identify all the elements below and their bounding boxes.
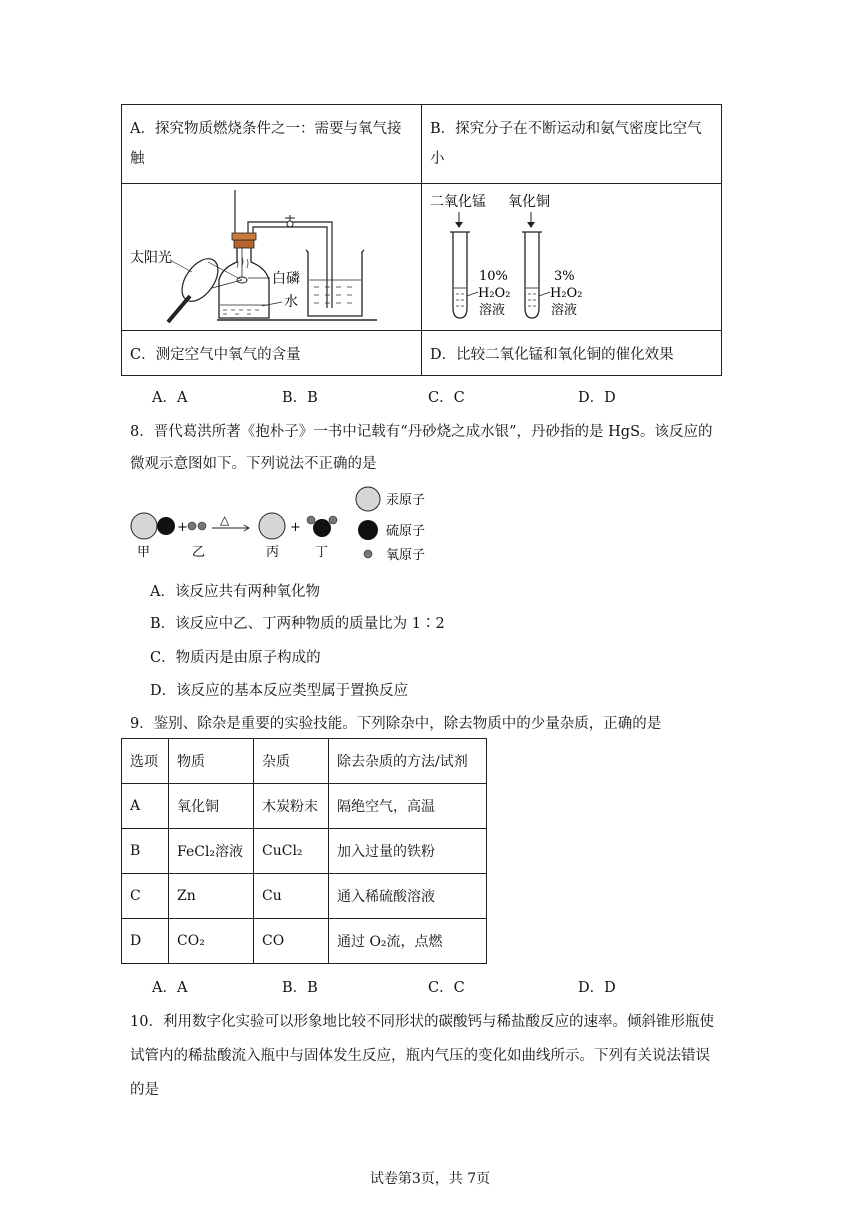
oxygen-content-apparatus-figure xyxy=(122,184,421,330)
label-ding: 丁 xyxy=(315,545,329,560)
plus-2: + xyxy=(290,520,301,535)
q9-option-a: A．A xyxy=(152,980,188,996)
q8-option-c: C．物质丙是由原子构成的 xyxy=(150,650,321,666)
q9-stem: 9．鉴别、除杂是重要的实验技能。下列除杂中，除去物质中的少量杂质，正确的是 xyxy=(130,716,662,732)
q7-option-a: A．A xyxy=(152,390,188,406)
option-a-text: A．探究物质燃烧条件之一：需要与氧气接触 xyxy=(122,105,422,184)
cell-option: B xyxy=(122,829,169,874)
option-c-caption: C．测定空气中氧气的含量 xyxy=(122,331,422,376)
cell-substance: Zn xyxy=(169,874,254,919)
plus-1: + xyxy=(177,520,188,535)
phosphorus-label: 白磷 xyxy=(272,271,300,287)
q9-option-d: D．D xyxy=(578,980,616,996)
q10-line3: 的是 xyxy=(130,1082,159,1098)
legend-oxygen: 氧原子 xyxy=(386,548,426,563)
h2o2-label-2: H₂O₂ xyxy=(550,286,583,301)
water-label: 水 xyxy=(284,294,298,310)
q9-option-b: B．B xyxy=(282,980,318,996)
table-header-row xyxy=(122,739,487,784)
mno2-label: 二氧化锰 xyxy=(430,194,486,210)
header-option: 选项 xyxy=(122,739,169,784)
figure-c-cell xyxy=(122,184,422,331)
cell-option: A xyxy=(122,784,169,829)
label-yi: 乙 xyxy=(192,545,206,560)
catalyst-comparison-figure xyxy=(422,184,721,330)
heat-condition: △ xyxy=(220,513,230,527)
option-b-text: B．探究分子在不断运动和氨气密度比空气小 xyxy=(422,105,722,184)
q9-option-c: C．C xyxy=(428,980,465,996)
option-d-caption: D．比较二氧化锰和氧化铜的催化效果 xyxy=(422,331,722,376)
concentration-10-label: 10% xyxy=(479,269,508,284)
header-impurity: 杂质 xyxy=(254,739,329,784)
legend-sulfur: 硫原子 xyxy=(386,524,426,539)
q7-option-b: B．B xyxy=(282,390,318,406)
sunlight-label: 太阳光 xyxy=(130,250,172,266)
h2o2-label-1: H₂O₂ xyxy=(478,286,511,301)
header-method: 除去杂质的方法/试剂 xyxy=(329,739,487,784)
q8-stem-line1: 8．晋代葛洪所著《抱朴子》一书中记载有“丹砂烧之成水银”，丹砂指的是 HgS。该反应的 xyxy=(130,424,713,440)
cell-substance: 氧化铜 xyxy=(169,784,254,829)
cell-impurity: CO xyxy=(254,919,329,964)
q10-line1: 10．利用数字化实验可以形象地比较不同形状的碳酸钙与稀盐酸反应的速率。倾斜锥形瓶使 xyxy=(130,1014,714,1030)
impurity-removal-table xyxy=(121,738,487,964)
solution-label-1: 溶液 xyxy=(479,303,506,318)
cell-method: 隔绝空气，高温 xyxy=(329,784,487,829)
label-jia: 甲 xyxy=(137,545,151,560)
page-footer: 试卷第3页，共 7页 xyxy=(369,1171,491,1187)
q7-option-d: D．D xyxy=(578,390,616,406)
legend-mercury: 汞原子 xyxy=(386,493,426,508)
concentration-3-label: 3% xyxy=(554,269,575,284)
figure-d-cell xyxy=(422,184,722,331)
q8-option-a: A．该反应共有两种氧化物 xyxy=(150,584,320,600)
cell-impurity: 木炭粉末 xyxy=(254,784,329,829)
cuo-label: 氧化铜 xyxy=(508,194,550,210)
label-bing: 丙 xyxy=(266,545,280,560)
experiment-table xyxy=(121,104,722,376)
table-row xyxy=(122,829,487,874)
solution-label-2: 溶液 xyxy=(551,303,578,318)
q8-option-d: D．该反应的基本反应类型属于置换反应 xyxy=(150,683,409,699)
cell-impurity: Cu xyxy=(254,874,329,919)
q7-option-c: C．C xyxy=(428,390,465,406)
q8-option-b: B．该反应中乙、丁两种物质的质量比为 1∶2 xyxy=(150,616,445,632)
table-row xyxy=(122,784,487,829)
cell-method: 通过 O₂流，点燃 xyxy=(329,919,487,964)
cell-option: C xyxy=(122,874,169,919)
cell-substance: FeCl₂溶液 xyxy=(169,829,254,874)
table-row xyxy=(122,874,487,919)
reaction-micro-diagram xyxy=(126,484,446,574)
cell-substance: CO₂ xyxy=(169,919,254,964)
header-substance: 物质 xyxy=(169,739,254,784)
cell-impurity: CuCl₂ xyxy=(254,829,329,874)
table-row xyxy=(122,919,487,964)
cell-method: 加入过量的铁粉 xyxy=(329,829,487,874)
q8-stem-line2: 微观示意图如下。下列说法不正确的是 xyxy=(130,456,377,472)
cell-method: 通入稀硫酸溶液 xyxy=(329,874,487,919)
cell-option: D xyxy=(122,919,169,964)
q10-line2: 试管内的稀盐酸流入瓶中与固体发生反应，瓶内气压的变化如曲线所示。下列有关说法错误 xyxy=(130,1048,710,1064)
